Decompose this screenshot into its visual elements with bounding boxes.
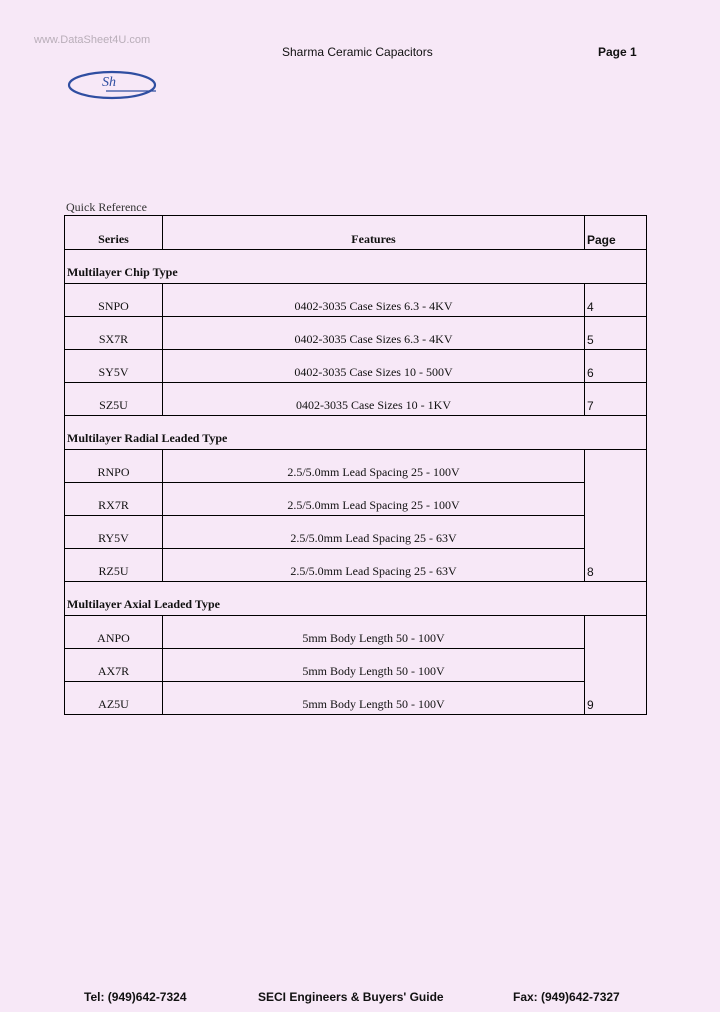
table-row <box>65 383 647 416</box>
series-cell: AX7R <box>65 649 163 682</box>
page-cell: 9 <box>585 616 647 715</box>
table-row <box>65 549 647 582</box>
feature-cell: 0402-3035 Case Sizes 10 - 500V <box>163 350 585 383</box>
series-cell: RNPO <box>65 450 163 483</box>
table-row <box>65 682 647 715</box>
feature-cell: 2.5/5.0mm Lead Spacing 25 - 63V <box>163 549 585 582</box>
page-cell: 5 <box>585 317 647 350</box>
page-cell: 4 <box>585 284 647 317</box>
series-cell: RX7R <box>65 483 163 516</box>
page-number: Page 1 <box>598 45 637 59</box>
footer-guide-title: SECI Engineers & Buyers' Guide <box>258 990 444 1004</box>
quick-reference-caption: Quick Reference <box>66 200 147 214</box>
feature-cell: 2.5/5.0mm Lead Spacing 25 - 63V <box>163 516 585 549</box>
feature-cell: 5mm Body Length 50 - 100V <box>163 616 585 649</box>
document-title: Sharma Ceramic Capacitors <box>282 45 433 59</box>
series-cell: SNPO <box>65 284 163 317</box>
feature-cell: 2.5/5.0mm Lead Spacing 25 - 100V <box>163 483 585 516</box>
logo-text: Sh <box>102 75 116 90</box>
page-cell: 6 <box>585 350 647 383</box>
column-header-series: Series <box>65 216 163 250</box>
quick-reference-table <box>64 215 647 715</box>
feature-cell: 5mm Body Length 50 - 100V <box>163 682 585 715</box>
series-cell: RZ5U <box>65 549 163 582</box>
feature-cell: 2.5/5.0mm Lead Spacing 25 - 100V <box>163 450 585 483</box>
table-row <box>65 450 647 483</box>
table-row <box>65 284 647 317</box>
table-row <box>65 616 647 649</box>
company-logo <box>66 68 160 102</box>
table-row <box>65 483 647 516</box>
section-title-chip: Multilayer Chip Type <box>65 250 647 284</box>
section-title-radial: Multilayer Radial Leaded Type <box>65 416 647 450</box>
footer-fax: Fax: (949)642-7327 <box>513 990 620 1004</box>
series-cell: SY5V <box>65 350 163 383</box>
series-cell: ANPO <box>65 616 163 649</box>
table-row <box>65 649 647 682</box>
watermark: www.DataSheet4U.com <box>34 34 151 46</box>
section-header-row <box>65 416 647 450</box>
page-cell: 7 <box>585 383 647 416</box>
feature-cell: 0402-3035 Case Sizes 6.3 - 4KV <box>163 317 585 350</box>
footer-telephone: Tel: (949)642-7324 <box>84 990 187 1004</box>
series-cell: AZ5U <box>65 682 163 715</box>
column-header-page: Page <box>585 216 647 250</box>
feature-cell: 5mm Body Length 50 - 100V <box>163 649 585 682</box>
column-header-features: Features <box>163 216 585 250</box>
table-row <box>65 350 647 383</box>
section-title-axial: Multilayer Axial Leaded Type <box>65 582 647 616</box>
table-row <box>65 317 647 350</box>
page-cell: 8 <box>585 450 647 582</box>
series-cell: SZ5U <box>65 383 163 416</box>
section-header-row <box>65 582 647 616</box>
series-cell: SX7R <box>65 317 163 350</box>
series-cell: RY5V <box>65 516 163 549</box>
table-row <box>65 516 647 549</box>
table-header-row <box>65 216 647 250</box>
feature-cell: 0402-3035 Case Sizes 6.3 - 4KV <box>163 284 585 317</box>
section-header-row <box>65 250 647 284</box>
feature-cell: 0402-3035 Case Sizes 10 - 1KV <box>163 383 585 416</box>
